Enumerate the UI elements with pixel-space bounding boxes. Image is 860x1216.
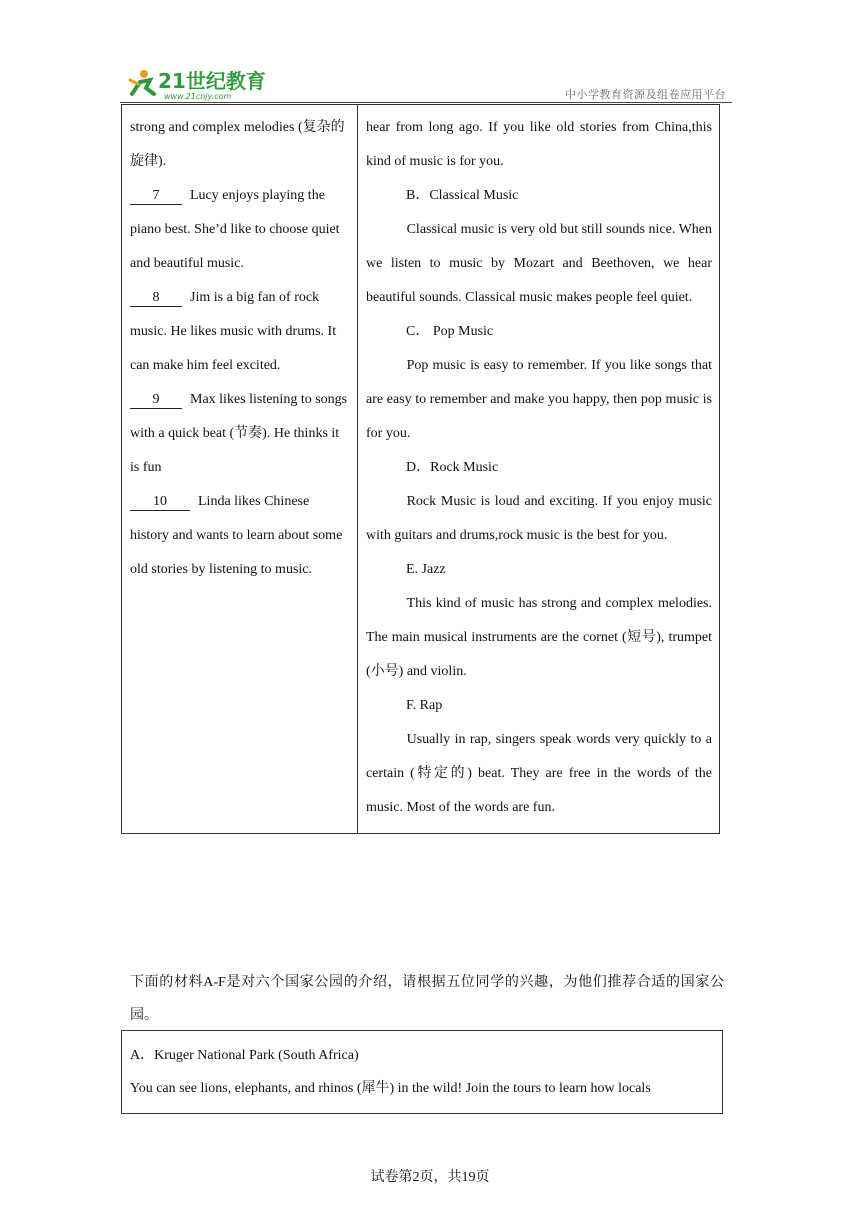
student-item — [130, 383, 349, 485]
student-item — [130, 281, 349, 383]
answer-blank[interactable]: 8 — [130, 289, 182, 307]
student-text: Lucy enjoys playing the piano best. She’d like to choose quiet and beautiful music. — [130, 188, 340, 271]
site-name: 中小学教育资源及组卷应用平台 — [565, 88, 726, 101]
student-item — [130, 179, 349, 281]
students-column — [122, 105, 358, 834]
section-heading: C． Pop Music — [406, 324, 494, 339]
section-heading: D．Rock Music — [406, 460, 499, 475]
park-heading: A．Kruger National Park (South Africa) — [130, 1048, 359, 1063]
logo-text: 21世纪教育 — [158, 69, 266, 93]
park-body: You can see lions, elephants, and rhinos (犀牛) in the wild! Join the tours to learn how locals — [130, 1081, 651, 1096]
header-rule — [120, 102, 732, 103]
section-body: Classical music is very old but still sounds nice. When we listen to music by Mozart and Beethoven, we hear beautiful sounds. Classical music makes people feel quiet. — [366, 222, 712, 305]
logo-21cnjy — [124, 64, 274, 102]
page-footer: 试卷第2页，共19页 — [370, 1170, 490, 1185]
left-intro: strong and complex melodies (复杂的旋律). — [130, 120, 345, 169]
answer-blank[interactable]: 7 — [130, 187, 182, 205]
section-heading: E. Jazz — [406, 562, 446, 577]
section-body: Pop music is easy to remember. If you like songs that are easy to remember and make you happy, then pop music is for you. — [366, 358, 712, 441]
logo-url: www.21cnjy.com — [164, 92, 232, 101]
page-header — [120, 62, 732, 102]
student-text: Linda likes Chinese history and wants to learn about some old stories by listening to music. — [130, 494, 343, 577]
music-types-column — [358, 105, 720, 834]
section-body: Rock Music is loud and exciting. If you enjoy music with guitars and drums,rock music is the best for you. — [366, 494, 712, 543]
student-text: Jim is a big fan of rock music. He likes music with drums. It can make him feel excited. — [130, 290, 337, 373]
park-table — [121, 1030, 723, 1114]
section-heading: F. Rap — [406, 698, 443, 713]
student-item — [130, 485, 349, 587]
music-matching-table — [121, 104, 720, 834]
answer-blank[interactable]: 9 — [130, 391, 182, 409]
section-body: Usually in rap, singers speak words very quickly to a certain (特定的) beat. They are free in the words of the music. Most of the words are fun. — [366, 732, 712, 815]
answer-blank[interactable]: 10 — [130, 493, 190, 511]
park-cell — [122, 1031, 723, 1114]
section-body: This kind of music has strong and complex melodies. The main musical instruments are the cornet (短号), trumpet (小号) and violin. — [366, 596, 712, 679]
right-intro: hear from long ago. If you like old stories from China,this kind of music is for you. — [366, 120, 712, 169]
instructions: 下面的材料A-F是对六个国家公园的介绍，请根据五位同学的兴趣，为他们推荐合适的国家公园。 — [130, 975, 724, 1023]
student-text: Max likes listening to songs with a quick beat (节奏). He thinks it is fun — [130, 392, 348, 475]
section-heading: B．Classical Music — [406, 188, 519, 203]
